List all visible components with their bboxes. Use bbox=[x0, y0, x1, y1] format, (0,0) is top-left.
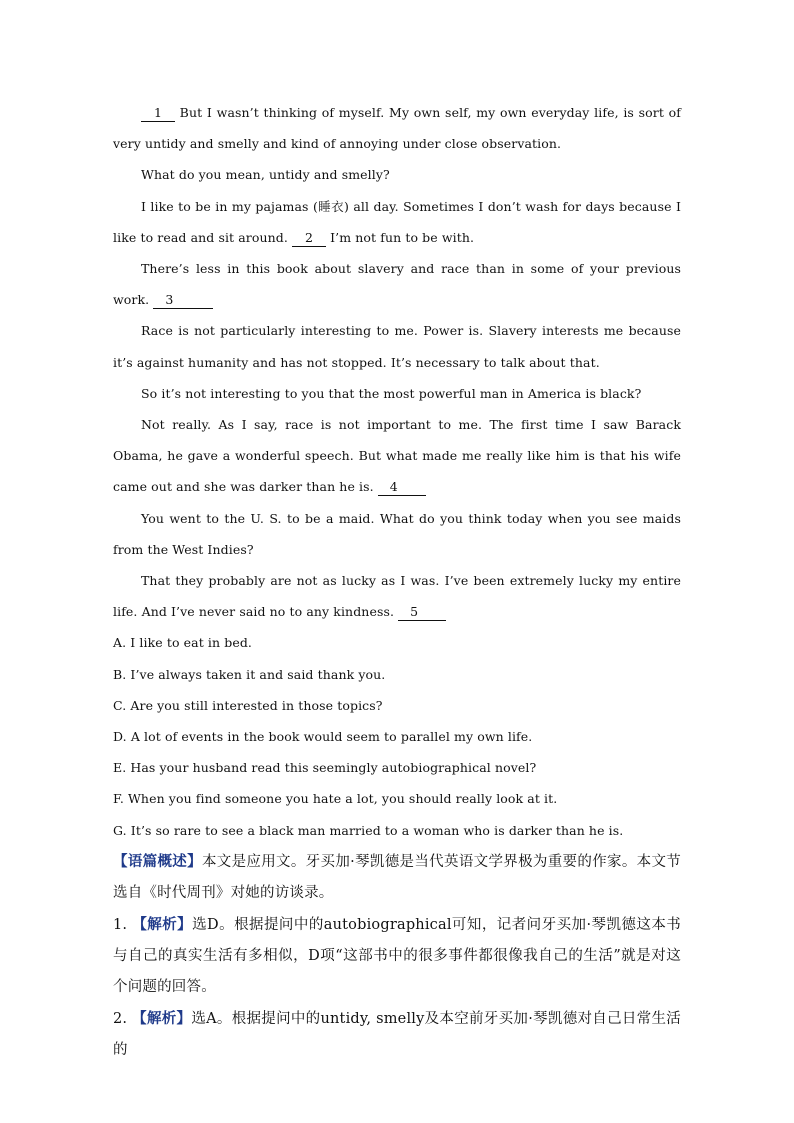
blank-2: 2 bbox=[292, 230, 326, 247]
option-b: B. I’ve always taken it and said thank you. bbox=[113, 666, 386, 682]
option-d: D. A lot of events in the book would seem to parallel my own life. bbox=[113, 729, 533, 745]
question-1: What do you mean, untidy and smelly? bbox=[141, 167, 390, 183]
question-4: You went to the U. S. to be a maid. What do you think today when you see maids from the West Indies? bbox=[113, 510, 681, 557]
answer-paragraph-5: That they probably are not as lucky as I was. I’ve been extremely lucky my entire life. And I’ve never said no to any kindness. 5 bbox=[113, 573, 681, 620]
analysis-tag: 【解析】 bbox=[132, 915, 193, 933]
answer-paragraph-3: Race is not particularly interesting to me. Power is. Slavery interests me because it’s against humanity and has not stopped. It’s necessary to talk about that. bbox=[113, 323, 681, 370]
document-body bbox=[113, 97, 681, 1066]
answer-paragraph-2: I like to be in my pajamas (睡衣) all day. Sometimes I don’t wash for days because I like to read and sit around. 2 I’m not fun to be with. bbox=[113, 198, 681, 245]
options-list bbox=[113, 627, 681, 845]
analysis-item-1: 1. 【解析】选D。根据提问中的autobiographical可知，记者问牙买加·琴凯德这本书与自己的真实生活有多相似，D项“这部书中的很多事件都很像我自己的生活”就是对这个问题的回答。 bbox=[113, 915, 681, 995]
option-e: E. Has your husband read this seemingly autobiographical novel? bbox=[113, 760, 537, 776]
answer-paragraph-4: Not really. As I say, race is not important to me. The first time I saw Barack Obama, he gave a wonderful speech. But what made me really like him is that his wife came out and she was darker than he is. 4 bbox=[113, 417, 681, 495]
summary-tag: 【语篇概述】 bbox=[113, 852, 202, 870]
answer-paragraph-1: 1 But I wasn’t thinking of myself. My own self, my own everyday life, is sort of very untidy and smelly and kind of annoying under close observation. bbox=[113, 105, 681, 152]
summary-paragraph: 【语篇概述】本文是应用文。牙买加·琴凯德是当代英语文学界极为重要的作家。本文节选自《时代周刊》对她的访谈录。 bbox=[113, 852, 681, 901]
blank-5: 5 bbox=[398, 604, 446, 621]
blank-3: 3 bbox=[153, 292, 213, 309]
question-2: There’s less in this book about slavery and race than in some of your previous work. 3 bbox=[113, 261, 681, 308]
option-a: A. I like to eat in bed. bbox=[113, 635, 252, 651]
question-3: So it’s not interesting to you that the most powerful man in America is black? bbox=[141, 385, 642, 401]
analysis-item-2: 2. 【解析】选A。根据提问中的untidy, smelly及本空前牙买加·琴凯德对自己日常生活的 bbox=[113, 1009, 681, 1058]
option-c: C. Are you still interested in those topics? bbox=[113, 697, 383, 713]
blank-1: 1 bbox=[141, 105, 175, 122]
analysis-tag: 【解析】 bbox=[132, 1009, 192, 1027]
blank-4: 4 bbox=[378, 479, 426, 496]
option-f: F. When you find someone you hate a lot, you should really look at it. bbox=[113, 791, 558, 807]
option-g: G. It’s so rare to see a black man married to a woman who is darker than he is. bbox=[113, 822, 624, 838]
